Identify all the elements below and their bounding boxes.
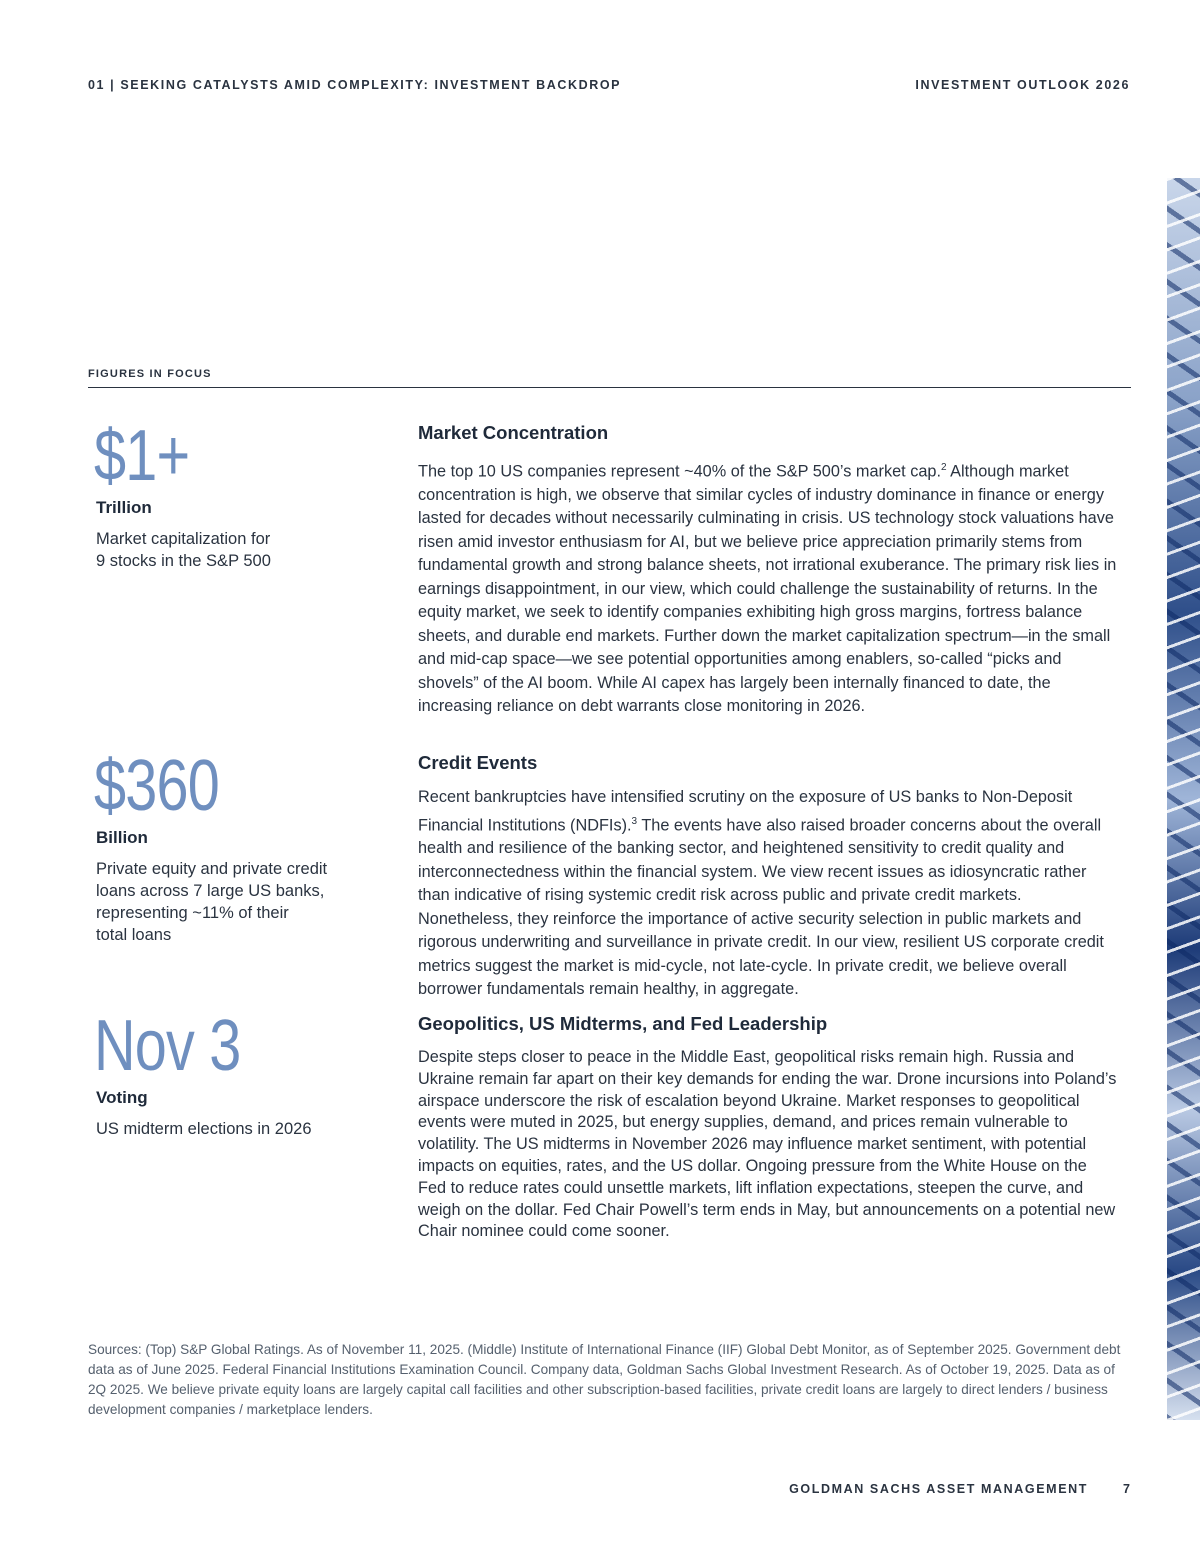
footnote-ref: 2	[940, 462, 947, 473]
section-market-concentration	[418, 422, 1118, 719]
stat-market-cap	[94, 418, 364, 572]
footnote-ref: 3	[631, 815, 638, 827]
section-body: The top 10 US companies represent ~40% of the S&P 500’s market cap.$^2$ Although market concentration is high, we observe that similar cycles of industry dominance in finance or energy lasted for decades without necessarily culminating in crisis. US technology stock valuations have risen amid investor enthusiasm for AI, but we believe price appreciation primarily stems from fundamental growth and strong balance sheets, not irrational exuberance. The primary risk lies in earnings disappointment, in our view, which could challenge the sustainability of returns. In the equity market, we seek to identify companies exhibiting high gross margins, fortress balance sheets, and durable end markets. Further down the market capitalization spectrum—in the small and mid-cap space—we see potential opportunities among enablers, so-called “picks and shovels” of the AI boom. While AI capex has largely been internally financed to date, the increasing reliance on debt warrants close monitoring in 2026.	[418, 462, 1117, 716]
stat-bank-loans	[94, 748, 364, 946]
publication-title: INVESTMENT OUTLOOK 2026	[915, 78, 1130, 92]
stat-value: $360	[94, 746, 219, 826]
footer-brand: GOLDMAN SACHS ASSET MANAGEMENT	[789, 1482, 1088, 1496]
section-geopolitics	[418, 1013, 1118, 1243]
stat-description: Private equity and private credit loans across 7 large US banks, representing ~11% of their total loans	[96, 860, 328, 944]
decorative-side-image	[1167, 178, 1200, 1420]
section-title: Geopolitics, US Midterms, and Fed Leadership	[418, 1013, 828, 1034]
stat-description: Market capitalization for 9 stocks in the S&P 500	[96, 530, 271, 570]
stat-midterms	[94, 1008, 364, 1140]
stat-unit: Trillion	[96, 498, 152, 517]
stat-unit: Billion	[96, 828, 148, 847]
section-title: Market Concentration	[418, 422, 609, 443]
figures-in-focus-label: FIGURES IN FOCUS	[88, 368, 212, 380]
stat-unit: Voting	[96, 1088, 148, 1107]
section-title: Credit Events	[418, 752, 538, 773]
section-body: Recent bankruptcies have intensified scrutiny on the exposure of US banks to Non-Deposit Financial Institutions (NDFIs).$^3$ The events have also raised broader concerns about the overall health and resilience of the banking sector, and heightened sensitivity to credit quality and interconnectedness within the financial system. We view recent issues as idiosyncratic rather than indicative of rising systemic credit risk across public and private credit markets. Nonetheless, they reinforce the importance of active security selection in public markets and rigorous underwriting and surveillance in private credit. In our view, resilient US corporate credit metrics suggest the market is mid-cycle, not late-cycle. In private credit, we believe overall borrower fundamentals remain healthy, in aggregate.	[418, 788, 1104, 999]
page-number: 7	[1123, 1482, 1130, 1496]
section-header: 01 | SEEKING CATALYSTS AMID COMPLEXITY: INVESTMENT BACKDROP	[88, 78, 622, 92]
sources-note: Sources: (Top) S&P Global Ratings. As of November 11, 2025. (Middle) Institute of International Finance (IIF) Global Debt Monitor, as of September 2025. Government debt data as of June 2025. Federal Financial Institutions Examination Council. Company data, Goldman Sachs Global Investment Research. As of October 19, 2025. Data as of 2Q 2025. We believe private equity loans are largely capital call facilities and other subscription-based facilities, private credit loans are largely to direct lenders / business development companies / marketplace lenders.	[88, 1342, 1121, 1417]
section-body: Despite steps closer to peace in the Middle East, geopolitical risks remain high. Russia and Ukraine remain far apart on their key demands for ending the war. Drone incursions into Poland’s airspace underscore the risk of escalation beyond Ukraine. Market responses to geopolitical events were muted in 2025, but energy supplies, demand, and prices remain vulnerable to volatility. The US midterms in November 2026 may influence market sentiment, with potential impacts on equities, rates, and the US dollar. Ongoing pressure from the White House on the Fed to reduce rates could unsettle markets, lift inflation expectations, steepen the curve, and weigh on the dollar. Fed Chair Powell’s term ends in May, but announcements on a potential new Chair nominee could come sooner.	[418, 1048, 1117, 1241]
divider	[88, 387, 1131, 388]
stat-value: Nov 3	[94, 1006, 241, 1086]
section-credit-events	[418, 752, 1118, 1002]
stat-value: $1+	[94, 416, 190, 496]
stat-description: US midterm elections in 2026	[96, 1120, 312, 1138]
